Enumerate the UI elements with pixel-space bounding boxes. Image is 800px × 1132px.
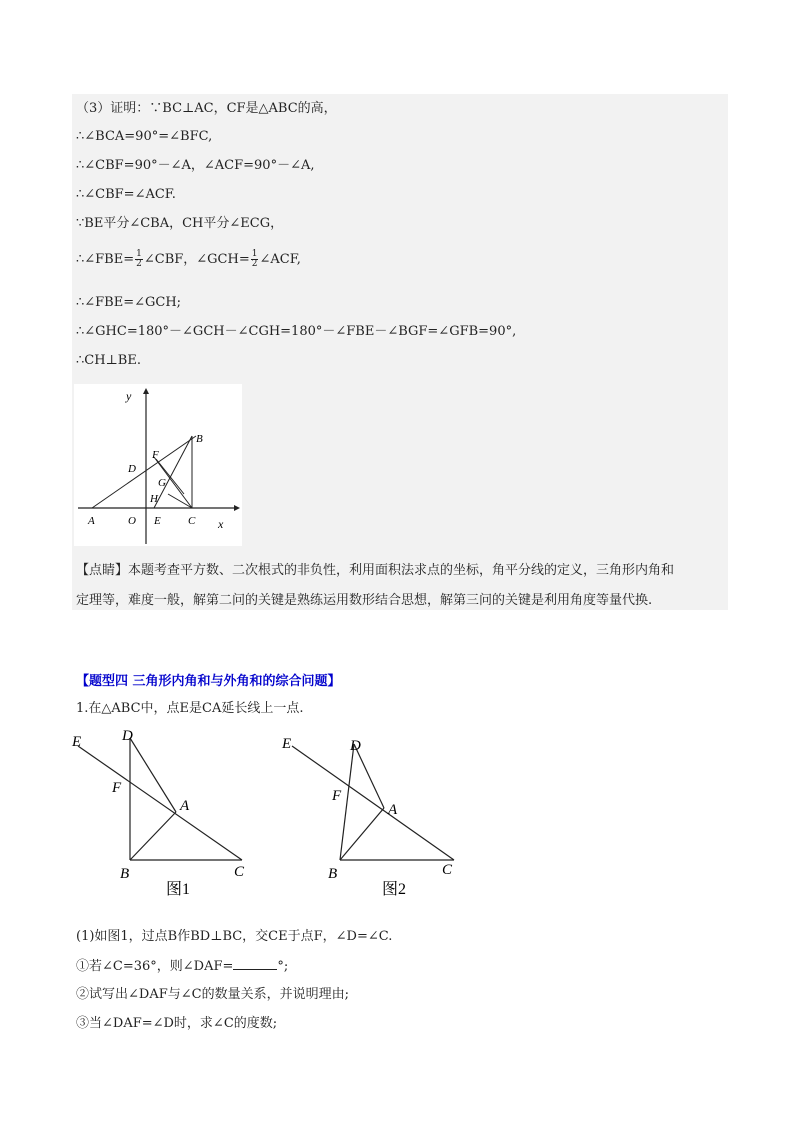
fraction-half: $\frac{1}{2}$: [136, 249, 142, 269]
fig1-label-A: A: [180, 798, 190, 814]
label-H: H: [150, 493, 158, 505]
question-3: ③当∠DAF=∠D时，求∠C的度数;: [76, 1016, 278, 1031]
label-y: y: [126, 389, 132, 403]
question-1-text: ①若∠C=36°，则∠DAF=: [76, 959, 234, 974]
label-A: A: [88, 515, 95, 527]
proof-line-9: ∴CH⊥BE.: [76, 353, 141, 368]
proof-line-1: （3）证明：∵BC⊥AC，CF是△ABC的高，: [76, 101, 337, 116]
label-E: E: [154, 515, 161, 527]
proof-line-8: ∴∠GHC=180°－∠GCH－∠CGH=180°－∠FBE－∠BGF=∠GFB=90°,: [76, 324, 517, 339]
figure-2: [272, 728, 472, 898]
label-x: x: [218, 517, 224, 531]
proof-line-6-c: ∠ACF,: [259, 252, 301, 267]
proof-line-5: ∵BE平分∠CBA，CH平分∠ECG，: [76, 216, 284, 231]
fig1-label-F: F: [112, 780, 122, 796]
remark-line-1: 【点睛】本题考查平方数、二次根式的非负性，利用面积法求点的坐标，角平分线的定义，三角形内角和: [76, 563, 675, 578]
figure-1: [60, 728, 260, 898]
proof-line-6-b: ∠CBF，∠GCH=: [143, 252, 250, 267]
section-title: 【题型四 三角形内角和与外角和的综合问题】: [76, 674, 341, 689]
problem-part-1: (1)如图1，过点B作BD⊥BC，交CE于点F，∠D=∠C.: [76, 929, 393, 944]
label-F: F: [152, 449, 159, 461]
label-D: D: [128, 463, 136, 475]
proof-line-7: ∴∠FBE=∠GCH;: [76, 295, 182, 310]
fig2-label-E: E: [282, 736, 292, 752]
remark-line-2: 定理等，难度一般，解第二问的关键是熟练运用数形结合思想，解第三问的关键是利用角度等量代换.: [76, 593, 653, 608]
fig2-caption: 图2: [382, 881, 407, 898]
fig1-label-D: D: [122, 728, 133, 744]
label-G: G: [158, 477, 166, 489]
coordinate-figure: [74, 384, 242, 546]
problem-intro: 1.在△ABC中，点E是CA延长线上一点.: [76, 701, 304, 716]
proof-line-3: ∴∠CBF=90°－∠A，∠ACF=90°－∠A,: [76, 158, 315, 173]
fig2-label-F: F: [332, 788, 342, 804]
fig1-caption: 图1: [166, 881, 191, 898]
fig1-label-B: B: [120, 866, 130, 882]
question-1: [76, 957, 288, 976]
question-1-unit: °;: [277, 959, 289, 974]
proof-line-2: ∴∠BCA=90°=∠BFC,: [76, 129, 213, 144]
answer-blank[interactable]: [233, 957, 277, 970]
proof-line-6: [76, 250, 301, 269]
fig1-label-C: C: [234, 864, 245, 880]
fig2-label-C: C: [442, 862, 453, 878]
fig2-label-A: A: [388, 802, 398, 818]
fig2-label-B: B: [328, 866, 338, 882]
question-2: ②试写出∠DAF与∠C的数量关系，并说明理由;: [76, 987, 349, 1002]
label-B: B: [196, 433, 203, 445]
label-C: C: [188, 515, 196, 527]
fig2-label-D: D: [350, 738, 361, 754]
label-O: O: [128, 515, 136, 527]
fraction-half-2: $\frac{1}{2}$: [251, 249, 258, 269]
fig1-label-E: E: [72, 734, 82, 750]
proof-line-4: ∴∠CBF=∠ACF.: [76, 187, 176, 202]
proof-line-6-a: ∴∠FBE=: [76, 252, 135, 267]
